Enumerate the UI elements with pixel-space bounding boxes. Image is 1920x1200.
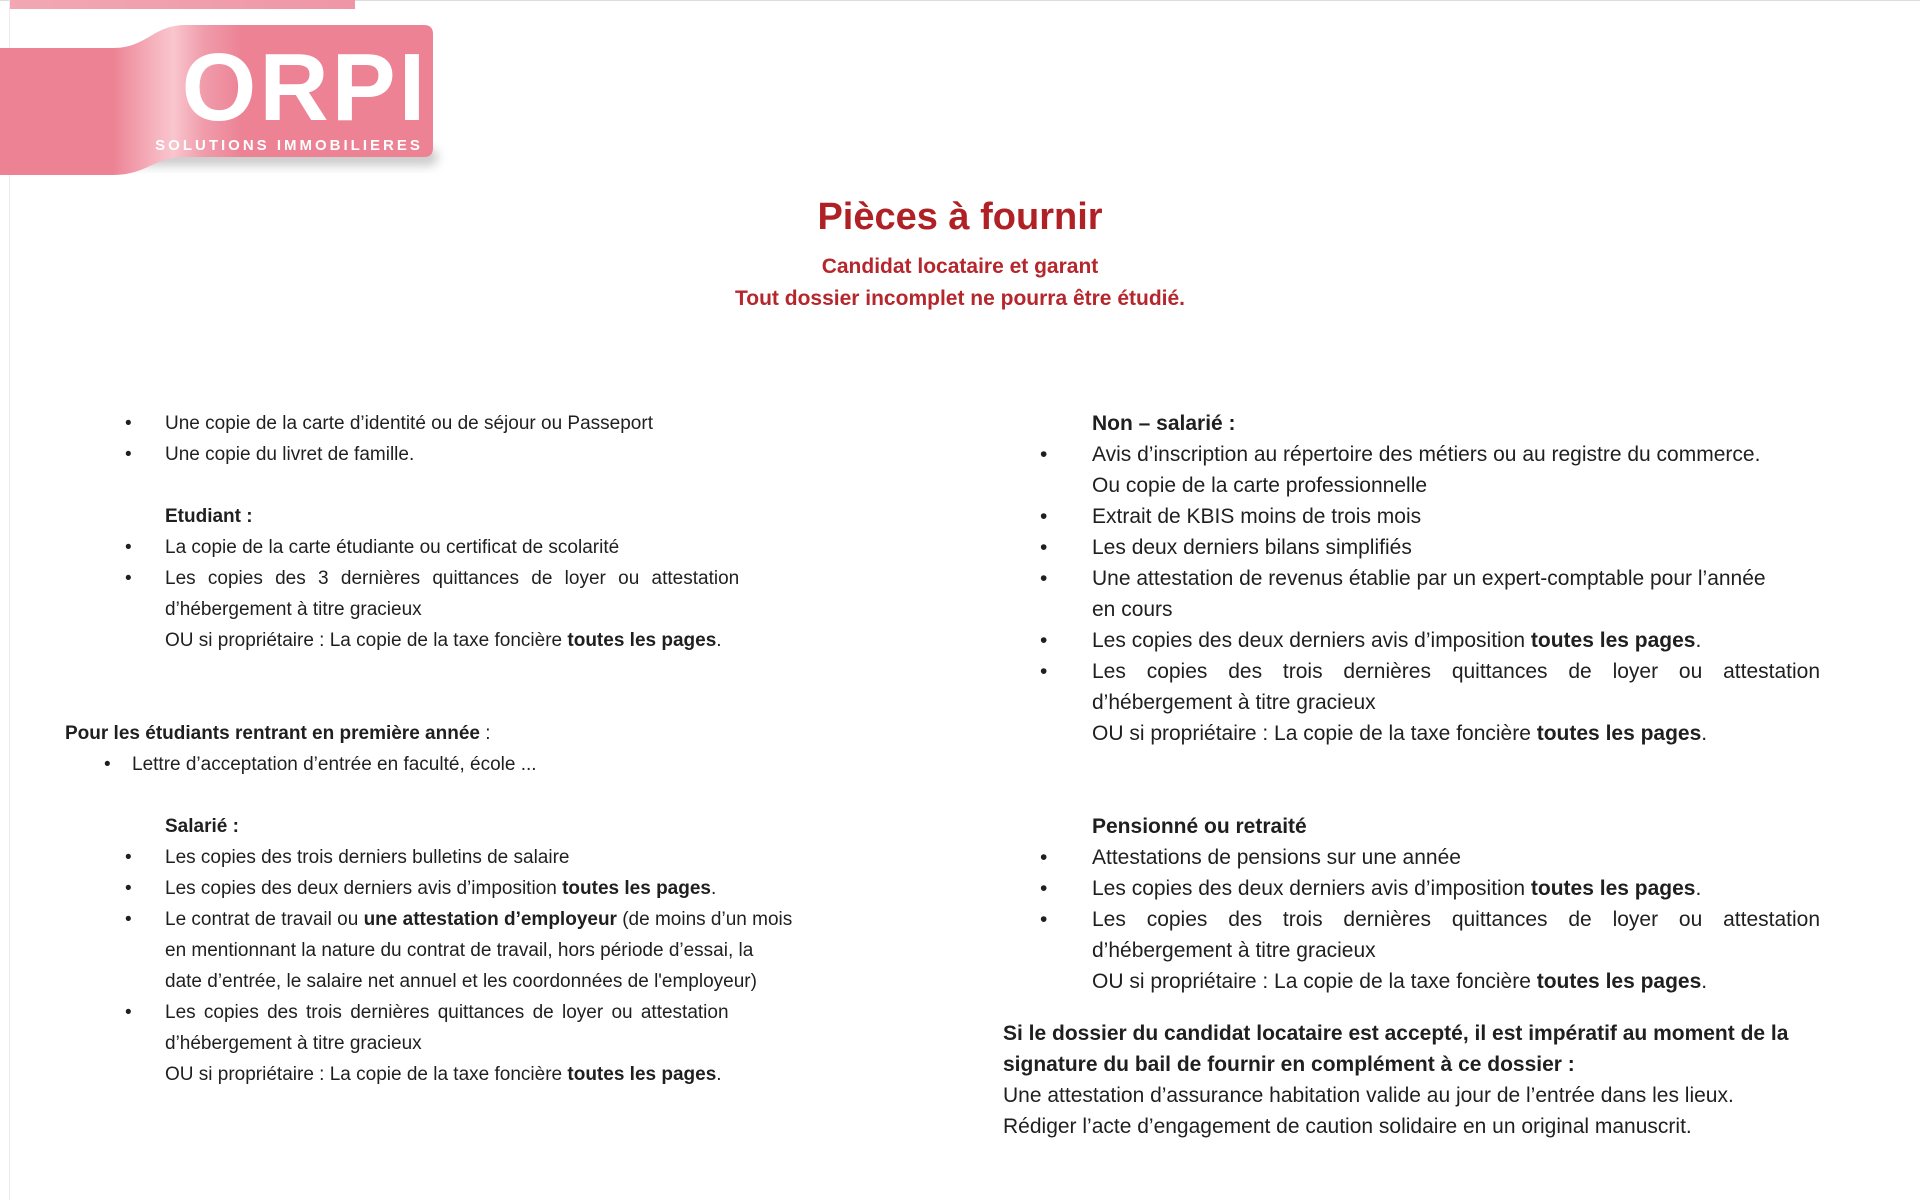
bullet-line: • Une copie du livret de famille. [65,439,757,470]
bullet-marker: • [125,537,132,558]
text-line: date d’entrée, le salaire net annuel et les coordonnées de l'employeur) [165,971,757,992]
bullet-marker: • [1040,846,1048,869]
text-line: d’hébergement à titre gracieux [165,1033,422,1054]
text-line: en cours [1092,598,1173,621]
text-line: d’hébergement à titre gracieux [165,599,422,620]
bullet-marker: • [104,754,111,775]
bullet-marker: • [1040,505,1048,528]
bullet-marker: • [125,878,132,899]
bullet-line: • Avis d’inscription au répertoire des métiers ou au registre du commerce. [1003,439,1844,470]
bullet-line: • Les copies des deux derniers avis d’imposition toutes les pages. [65,873,757,904]
bullet-line: • Les deux derniers bilans simplifiés [1003,532,1844,563]
orpi-logo [0,0,470,195]
bullet-marker: • [125,909,132,930]
bullet-marker: • [1040,908,1048,931]
bullet-line: • Les copies des deux derniers avis d’imposition toutes les pages. [1003,873,1844,904]
logo-top-strip [10,0,355,9]
text-line: OU si propriétaire : La copie de la taxe foncière toutes les pages. [1092,970,1708,993]
text-line: OU si propriétaire : La copie de la taxe foncière toutes les pages. [165,1064,722,1085]
page-subtitle-warning: Tout dossier incomplet ne pourra être étudié. [734,287,1185,310]
bullet-marker: • [125,847,132,868]
bullet-marker: • [125,568,132,589]
bullet-line: • Les copies des trois dernières quittances de loyer ou attestation [1003,656,1844,687]
text-line: signature du bail de fournir en complément à ce dossier : [1003,1053,1575,1076]
bullet-marker: • [1040,629,1048,652]
bullet-line: • Les copies des trois dernières quittances de loyer ou attestation [1003,904,1844,935]
text-line: Si le dossier du candidat locataire est accepté, il est impératif au moment de la [1003,1022,1789,1045]
left-column [65,408,793,1090]
orpi-tagline-text: SOLUTIONS IMMOBILIERES [155,137,423,154]
bullet-marker: • [125,1002,132,1023]
bullet-line: • Le contrat de travail ou une attestation d’employeur (de moins d’un mois [65,904,757,935]
page-title: Pièces à fournir [817,196,1103,238]
text-line: Pour les étudiants rentrant en première année : [65,723,491,744]
bullet-marker: • [1040,536,1048,559]
text-line: Une attestation d’assurance habitation valide au jour de l’entrée dans les lieux. [1003,1084,1734,1107]
bullet-marker: • [1040,443,1048,466]
bullet-line: • Les copies des 3 dernières quittances de loyer ou attestation [65,563,757,594]
text-line: Etudiant : [165,506,253,527]
bullet-line: • Les copies des deux derniers avis d’imposition toutes les pages. [1003,625,1844,656]
right-column [1003,408,1844,1142]
bullet-line: • Lettre d’acceptation d’entrée en faculté, école ... [65,749,757,780]
bullet-marker: • [1040,567,1048,590]
text-line: Ou copie de la carte professionnelle [1092,474,1428,497]
bullet-marker: • [1040,660,1048,683]
text-line: d’hébergement à titre gracieux [1092,691,1376,714]
bullet-marker: • [125,444,132,465]
bullet-line: • Les copies des trois derniers bulletins de salaire [65,842,757,873]
bullet-line: • Les copies des trois dernières quittances de loyer ou attestation [65,997,757,1028]
bullet-line: • La copie de la carte étudiante ou certificat de scolarité [65,532,757,563]
bullet-line: • Extrait de KBIS moins de trois mois [1003,501,1844,532]
text-line: Non – salarié : [1092,412,1236,435]
text-line: Rédiger l’acte d’engagement de caution solidaire en un original manuscrit. [1003,1115,1692,1138]
text-line: OU si propriétaire : La copie de la taxe foncière toutes les pages. [1092,722,1708,745]
text-line: Salarié : [165,816,239,837]
text-line: d’hébergement à titre gracieux [1092,939,1376,962]
orpi-brand-text: ORPI [181,34,429,141]
bullet-marker: • [1040,877,1048,900]
bullet-line: • Une copie de la carte d’identité ou de séjour ou Passeport [65,408,757,439]
text-line: OU si propriétaire : La copie de la taxe foncière toutes les pages. [165,630,722,651]
bullet-marker: • [125,413,132,434]
bullet-line: • Une attestation de revenus établie par un expert-comptable pour l’année [1003,563,1844,594]
text-line: en mentionnant la nature du contrat de travail, hors période d’essai, la [165,940,754,961]
bullet-line: • Attestations de pensions sur une année [1003,842,1844,873]
page-subtitle-audience: Candidat locataire et garant [821,255,1099,278]
text-line: Pensionné ou retraité [1092,815,1307,838]
